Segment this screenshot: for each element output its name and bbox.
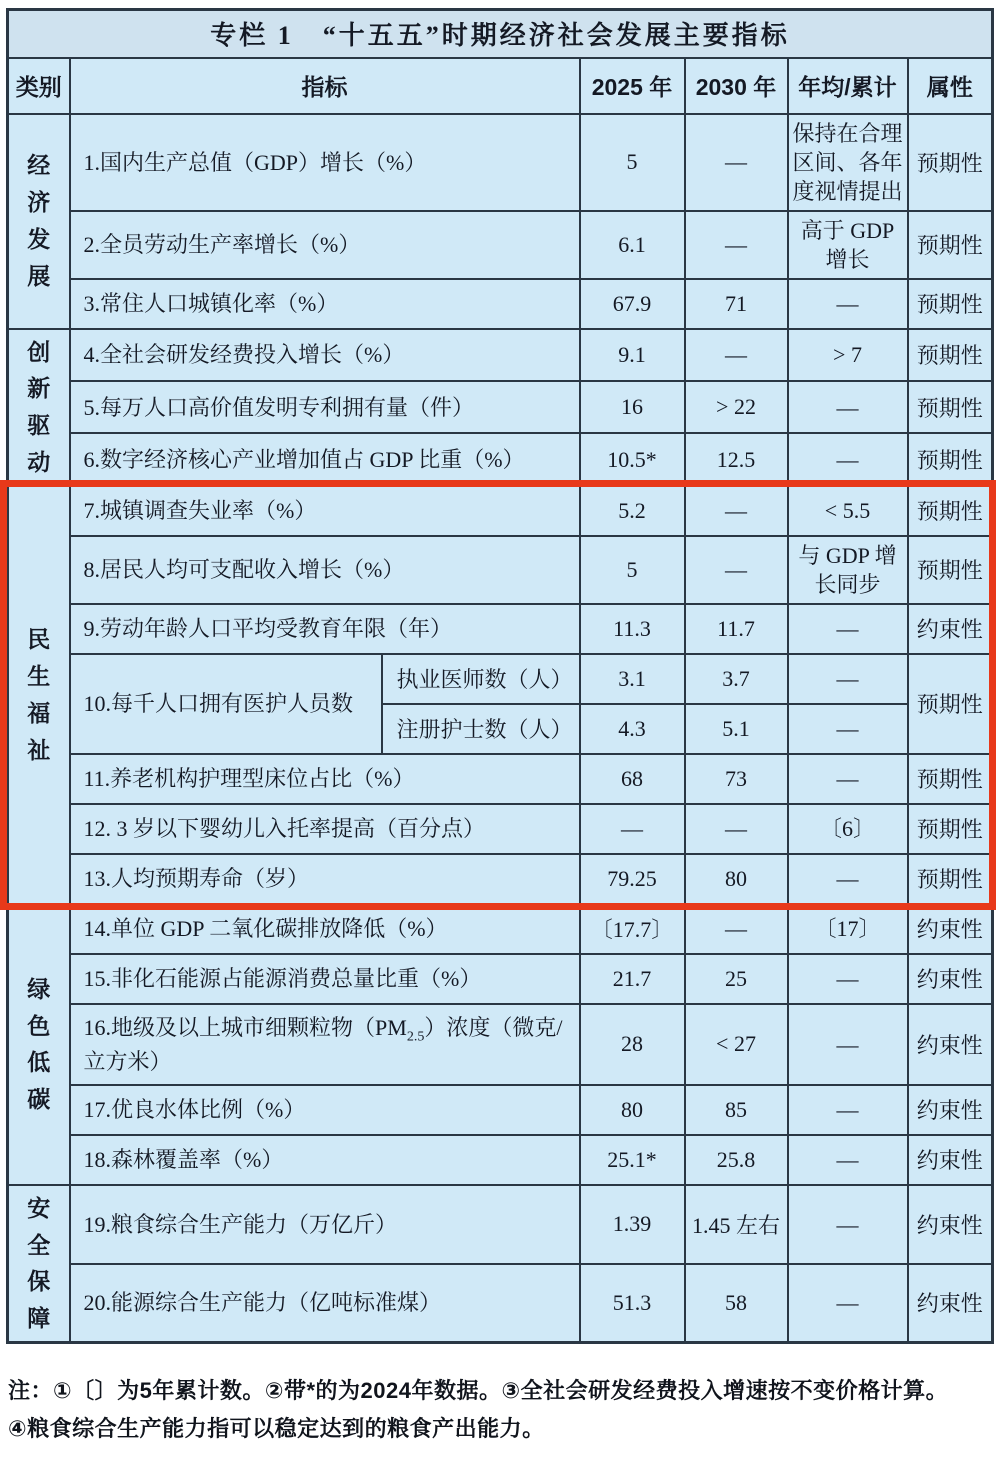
indicator-cell: 11.养老机构护理型床位占比（%） — [70, 754, 580, 804]
indicator-cell: 10.每千人口拥有医护人员数 — [70, 654, 382, 754]
attribute-cell: 预期性 — [908, 536, 993, 604]
indicator-cell: 3.常住人口城镇化率（%） — [70, 279, 580, 329]
footnote-line: 注：①〔〕为5年累计数。②带*的为2024年数据。③全社会研发经费投入增速按不变价格计算。 — [8, 1377, 949, 1403]
avg-cum-cell: < 5.5 — [788, 486, 908, 536]
value-2030-cell: — — [685, 804, 788, 854]
avg-cum-cell: 与 GDP 增长同步 — [788, 536, 908, 604]
avg-cum-cell: — — [788, 381, 908, 433]
value-2025-cell: 79.25 — [580, 854, 685, 904]
table-row — [8, 604, 993, 654]
avg-cum-cell: — — [788, 279, 908, 329]
avg-cum-cell: — — [788, 1264, 908, 1343]
value-2025-cell: 68 — [580, 754, 685, 804]
attribute-cell: 约束性 — [908, 954, 993, 1004]
value-2030-cell: — — [685, 211, 788, 279]
value-2030-cell: 58 — [685, 1264, 788, 1343]
avg-cum-cell: — — [788, 433, 908, 485]
value-2030-cell: — — [685, 486, 788, 536]
attribute-cell: 约束性 — [908, 1264, 993, 1343]
avg-cum-cell: 〔6〕 — [788, 804, 908, 854]
table-title: 专栏 1 “十五五”时期经济社会发展主要指标 — [8, 10, 993, 58]
value-2025-cell: 67.9 — [580, 279, 685, 329]
attribute-cell: 预期性 — [908, 381, 993, 433]
indicator-text: 16.地级及以上城市细颗粒物（PM — [83, 1014, 407, 1040]
avg-cum-cell: — — [788, 654, 908, 704]
table-row — [8, 804, 993, 854]
indicator-cell: 9.劳动年龄人口平均受教育年限（年） — [70, 604, 580, 654]
value-2030-cell: > 22 — [685, 381, 788, 433]
category-cell: 绿色低碳 — [8, 904, 70, 1185]
attribute-cell: 预期性 — [908, 211, 993, 279]
value-2025-cell: 5 — [580, 114, 685, 211]
value-2025-cell: 1.39 — [580, 1185, 685, 1264]
table-row — [8, 329, 993, 381]
value-2025-cell: 28 — [580, 1004, 685, 1085]
value-2025-cell: 6.1 — [580, 211, 685, 279]
attribute-cell: 预期性 — [908, 279, 993, 329]
attribute-cell: 约束性 — [908, 1135, 993, 1185]
avg-cum-cell: — — [788, 704, 908, 754]
indicators-table-wrap — [6, 8, 991, 1344]
table-row — [8, 433, 993, 485]
attribute-cell: 预期性 — [908, 114, 993, 211]
indicator-cell: 15.非化石能源占能源消费总量比重（%） — [70, 954, 580, 1004]
indicator-cell: 1.国内生产总值（GDP）增长（%） — [70, 114, 580, 211]
attribute-cell: 约束性 — [908, 1004, 993, 1085]
value-2025-cell: 〔17.7〕 — [580, 904, 685, 954]
column-header-indicator: 指标 — [70, 58, 580, 114]
indicator-cell: 13.人均预期寿命（岁） — [70, 854, 580, 904]
category-cell: 安全保障 — [8, 1185, 70, 1343]
value-2030-cell: 12.5 — [685, 433, 788, 485]
indicator-cell: 2.全员劳动生产率增长（%） — [70, 211, 580, 279]
table-row — [8, 754, 993, 804]
attribute-cell: 约束性 — [908, 904, 993, 954]
avg-cum-cell: — — [788, 754, 908, 804]
attribute-cell: 预期性 — [908, 804, 993, 854]
indicator-cell — [70, 1004, 580, 1085]
avg-cum-cell: — — [788, 1135, 908, 1185]
attribute-cell: 预期性 — [908, 329, 993, 381]
table-row — [8, 854, 993, 904]
value-2030-cell: 3.7 — [685, 654, 788, 704]
value-2025-cell: 80 — [580, 1085, 685, 1135]
value-2030-cell: 11.7 — [685, 604, 788, 654]
value-2025-cell: — — [580, 804, 685, 854]
indicator-cell: 14.单位 GDP 二氧化碳排放降低（%） — [70, 904, 580, 954]
column-header-2030: 2030 年 — [685, 58, 788, 114]
indicator-cell: 19.粮食综合生产能力（万亿斤） — [70, 1185, 580, 1264]
table-row — [8, 1004, 993, 1085]
indicator-cell: 12. 3 岁以下婴幼儿入托率提高（百分点） — [70, 804, 580, 854]
table-row — [8, 211, 993, 279]
indicators-table — [6, 8, 994, 1344]
avg-cum-cell: 保持在合理区间、各年度视情提出 — [788, 114, 908, 211]
table-row — [8, 279, 993, 329]
value-2030-cell: < 27 — [685, 1004, 788, 1085]
value-2030-cell: 5.1 — [685, 704, 788, 754]
avg-cum-cell: 〔17〕 — [788, 904, 908, 954]
avg-cum-cell: — — [788, 954, 908, 1004]
value-2025-cell: 25.1* — [580, 1135, 685, 1185]
attribute-cell: 预期性 — [908, 433, 993, 485]
attribute-cell: 约束性 — [908, 604, 993, 654]
attribute-cell: 预期性 — [908, 754, 993, 804]
value-2025-cell: 51.3 — [580, 1264, 685, 1343]
attribute-cell: 约束性 — [908, 1185, 993, 1264]
table-row — [8, 114, 993, 211]
table-row — [8, 1085, 993, 1135]
category-cell: 经济发展 — [8, 114, 70, 329]
footnotes — [6, 1344, 994, 1448]
table-row — [8, 486, 993, 536]
column-header-avg-cum: 年均/累计 — [788, 58, 908, 114]
table-row — [8, 904, 993, 954]
column-header-category: 类别 — [8, 58, 70, 114]
avg-cum-cell: — — [788, 1004, 908, 1085]
table-row — [8, 10, 993, 58]
value-2030-cell: — — [685, 329, 788, 381]
table-row — [8, 1185, 993, 1264]
indicator-cell: 4.全社会研发经费投入增长（%） — [70, 329, 580, 381]
indicator-cell: 8.居民人均可支配收入增长（%） — [70, 536, 580, 604]
attribute-cell: 约束性 — [908, 1085, 993, 1135]
indicator-cell: 18.森林覆盖率（%） — [70, 1135, 580, 1185]
value-2030-cell: 25 — [685, 954, 788, 1004]
table-row — [8, 58, 993, 114]
avg-cum-cell: > 7 — [788, 329, 908, 381]
value-2030-cell: — — [685, 904, 788, 954]
value-2030-cell: 1.45 左右 — [685, 1185, 788, 1264]
category-cell: 民生福祉 — [8, 486, 70, 904]
avg-cum-cell: — — [788, 1185, 908, 1264]
footnote-line: ④粮食综合生产能力指可以稳定达到的粮食产出能力。 — [8, 1415, 545, 1441]
value-2025-cell: 10.5* — [580, 433, 685, 485]
value-2025-cell: 16 — [580, 381, 685, 433]
indicator-cell: 20.能源综合生产能力（亿吨标准煤） — [70, 1264, 580, 1343]
table-row — [8, 654, 993, 704]
sub-indicator-cell: 执业医师数（人） — [382, 654, 580, 704]
indicator-text: ）浓度（微克/立方米） — [83, 1014, 563, 1074]
value-2025-cell: 3.1 — [580, 654, 685, 704]
avg-cum-cell: 高于 GDP 增长 — [788, 211, 908, 279]
table-row — [8, 381, 993, 433]
table-row — [8, 954, 993, 1004]
value-2025-cell: 5 — [580, 536, 685, 604]
sub-indicator-cell: 注册护士数（人） — [382, 704, 580, 754]
avg-cum-cell: — — [788, 604, 908, 654]
value-2030-cell: 85 — [685, 1085, 788, 1135]
indicator-cell: 5.每万人口高价值发明专利拥有量（件） — [70, 381, 580, 433]
column-header-attribute: 属性 — [908, 58, 993, 114]
attribute-cell: 预期性 — [908, 486, 993, 536]
value-2025-cell: 11.3 — [580, 604, 685, 654]
pm-subscript: 2.5 — [406, 1029, 425, 1045]
value-2030-cell: — — [685, 536, 788, 604]
avg-cum-cell: — — [788, 854, 908, 904]
value-2030-cell: 73 — [685, 754, 788, 804]
value-2025-cell: 4.3 — [580, 704, 685, 754]
indicator-cell: 6.数字经济核心产业增加值占 GDP 比重（%） — [70, 433, 580, 485]
value-2030-cell: 25.8 — [685, 1135, 788, 1185]
attribute-cell: 预期性 — [908, 854, 993, 904]
value-2030-cell: — — [685, 114, 788, 211]
attribute-cell: 预期性 — [908, 654, 993, 754]
category-cell: 创新驱动 — [8, 329, 70, 486]
value-2030-cell: 71 — [685, 279, 788, 329]
value-2025-cell: 21.7 — [580, 954, 685, 1004]
column-header-2025: 2025 年 — [580, 58, 685, 114]
avg-cum-cell: — — [788, 1085, 908, 1135]
indicator-cell: 7.城镇调查失业率（%） — [70, 486, 580, 536]
indicator-cell: 17.优良水体比例（%） — [70, 1085, 580, 1135]
value-2030-cell: 80 — [685, 854, 788, 904]
value-2025-cell: 5.2 — [580, 486, 685, 536]
table-row — [8, 1264, 993, 1343]
value-2025-cell: 9.1 — [580, 329, 685, 381]
table-row — [8, 536, 993, 604]
table-row — [8, 1135, 993, 1185]
